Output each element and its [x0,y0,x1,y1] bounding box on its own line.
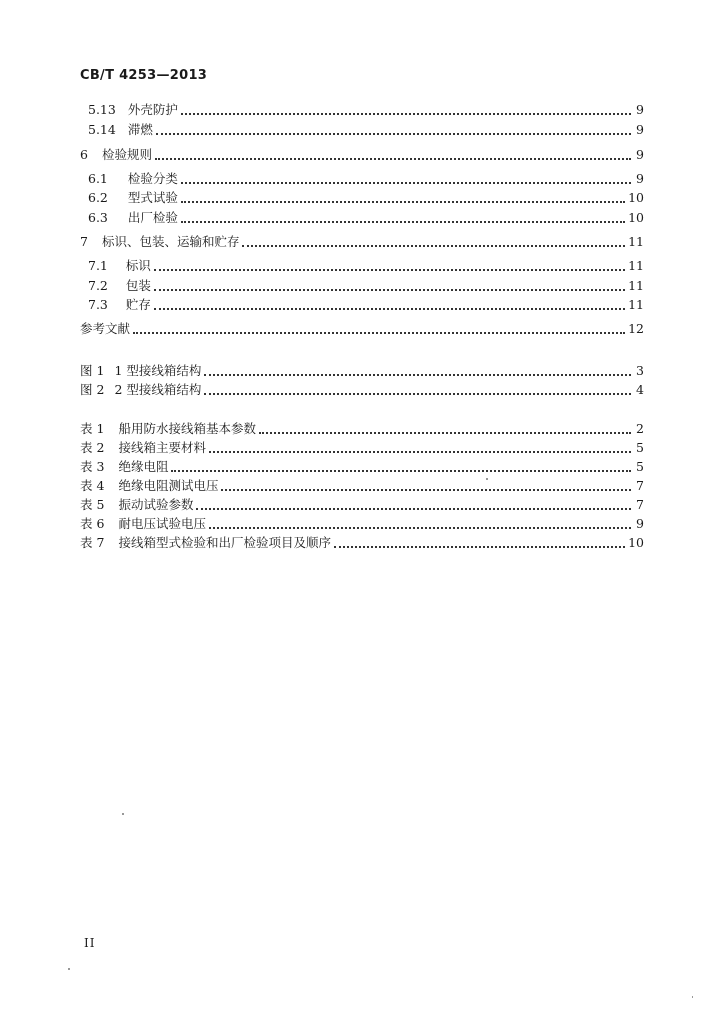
toc-entry-number: 6.3 [88,210,108,225]
toc-entry-page: 2 [636,421,644,436]
leader-dots [156,118,631,135]
toc-entry-number: 表 3 [80,459,105,474]
toc-entry-references[interactable] [80,317,644,337]
toc-entry-page: 11 [628,258,644,273]
toc-entry-page: 10 [628,190,644,205]
toc-entry-6[interactable] [80,143,644,163]
toc-entry-title: 绝缘电阻 [118,459,169,474]
toc-entry-page: 10 [628,210,644,225]
toc-entry-page: 9 [636,102,644,117]
toc-entry-title: 检验规则 [101,147,152,162]
toc-entry-page: 7 [636,497,644,512]
leader-dots [259,417,631,434]
toc-table-1[interactable] [80,417,644,437]
toc-entry-title: 船用防水接线箱基本参数 [118,421,256,436]
toc-entry-page: 11 [628,297,644,312]
toc-entry-title: 标识 [125,258,151,273]
toc-entry-number: 6 [80,147,88,162]
toc-entry-number: 7.2 [88,278,108,293]
toc-entry-6-3[interactable] [88,206,644,226]
toc-entry-page: 10 [628,535,644,550]
toc-entry-6-1[interactable] [88,167,644,187]
toc-entry-number: 图 2 [80,382,105,397]
toc-entry-title: 参考文献 [80,321,131,336]
leader-dots [154,254,625,271]
toc-entry-title: 包装 [125,278,151,293]
toc-entry-page: 7 [636,478,644,493]
toc-entry-title: 检验分类 [127,171,178,186]
scan-speck [68,968,70,970]
toc-entry-7-2[interactable] [88,274,644,294]
standard-number: CB/T 4253—2013 [80,68,208,83]
toc-table-3[interactable] [80,455,644,475]
toc-entry-7-3[interactable] [88,293,644,313]
toc-entry-page: 5 [636,459,644,474]
toc-entry-title: 2 型接线箱结构 [114,382,202,397]
toc-entry-number: 表 2 [80,440,105,455]
toc-entry-number: 7.1 [88,258,108,273]
leader-dots [181,186,625,203]
leader-dots [171,455,631,472]
leader-dots [181,206,625,223]
toc-figure-1[interactable] [80,359,644,379]
toc-entry-page: 9 [636,122,644,137]
leader-dots [154,274,625,291]
toc-table-4[interactable] [80,474,644,494]
leader-dots [204,378,631,395]
toc-entry-number: 5.13 [88,102,116,117]
toc-entry-page: 11 [628,278,644,293]
toc-entry-title: 接线箱主要材料 [118,440,206,455]
toc-table-7[interactable] [80,531,644,551]
toc-entry-page: 3 [636,363,644,378]
toc-entry-title: 出厂检验 [127,210,178,225]
toc-entry-page: 11 [628,234,644,249]
toc-entry-page: 5 [636,440,644,455]
scan-speck [122,813,124,815]
toc-figure-2[interactable] [80,378,644,398]
toc-entry-number: 5.14 [88,122,116,137]
leader-dots [209,436,631,453]
toc-entry-number: 图 1 [80,363,105,378]
toc-entry-number: 表 4 [80,478,105,493]
leader-dots [209,512,631,529]
toc-entry-title: 1 型接线箱结构 [114,363,202,378]
toc-entry-5-13[interactable] [88,98,644,118]
leader-dots [196,493,631,510]
leader-dots [154,293,625,310]
toc-entry-number: 表 6 [80,516,105,531]
toc-entry-number: 表 7 [80,535,105,550]
toc-entry-number: 表 1 [80,421,105,436]
page-number: II [84,936,96,950]
toc-table-5[interactable] [80,493,644,513]
toc-entry-title: 接线箱型式检验和出厂检验项目及顺序 [118,535,331,550]
toc-entry-page: 9 [636,516,644,531]
toc-entry-number: 6.2 [88,190,108,205]
toc-entry-title: 耐电压试验电压 [118,516,206,531]
leader-dots [334,531,625,548]
toc-entry-title: 滞燃 [127,122,153,137]
toc-entry-title: 贮存 [125,297,151,312]
toc-entry-title: 振动试验参数 [118,497,194,512]
toc-entry-title: 外壳防护 [127,102,178,117]
toc-entry-5-14[interactable] [88,118,644,138]
toc-entry-number: 6.1 [88,171,108,186]
leader-dots [221,474,631,491]
toc-entry-title: 绝缘电阻测试电压 [118,478,219,493]
leader-dots [242,230,625,247]
leader-dots [181,167,631,184]
leader-dots [155,143,631,160]
toc-entry-number: 7.3 [88,297,108,312]
leader-dots [204,359,631,376]
toc-entry-page: 9 [636,147,644,162]
toc-table-6[interactable] [80,512,644,532]
leader-dots [133,317,625,334]
toc-entry-number: 7 [80,234,88,249]
toc-entry-title: 标识、包装、运输和贮存 [101,234,240,249]
leader-dots [181,98,631,115]
scan-speck [692,996,693,998]
scan-speck [486,478,488,480]
toc-table-2[interactable] [80,436,644,456]
toc-entry-number: 表 5 [80,497,105,512]
toc-entry-page: 9 [636,171,644,186]
toc-entry-page: 4 [636,382,644,397]
toc-entry-title: 型式试验 [127,190,178,205]
toc-entry-7[interactable] [80,230,644,250]
toc-entry-page: 12 [628,321,644,336]
toc-entry-7-1[interactable] [88,254,644,274]
toc-entry-6-2[interactable] [88,186,644,206]
